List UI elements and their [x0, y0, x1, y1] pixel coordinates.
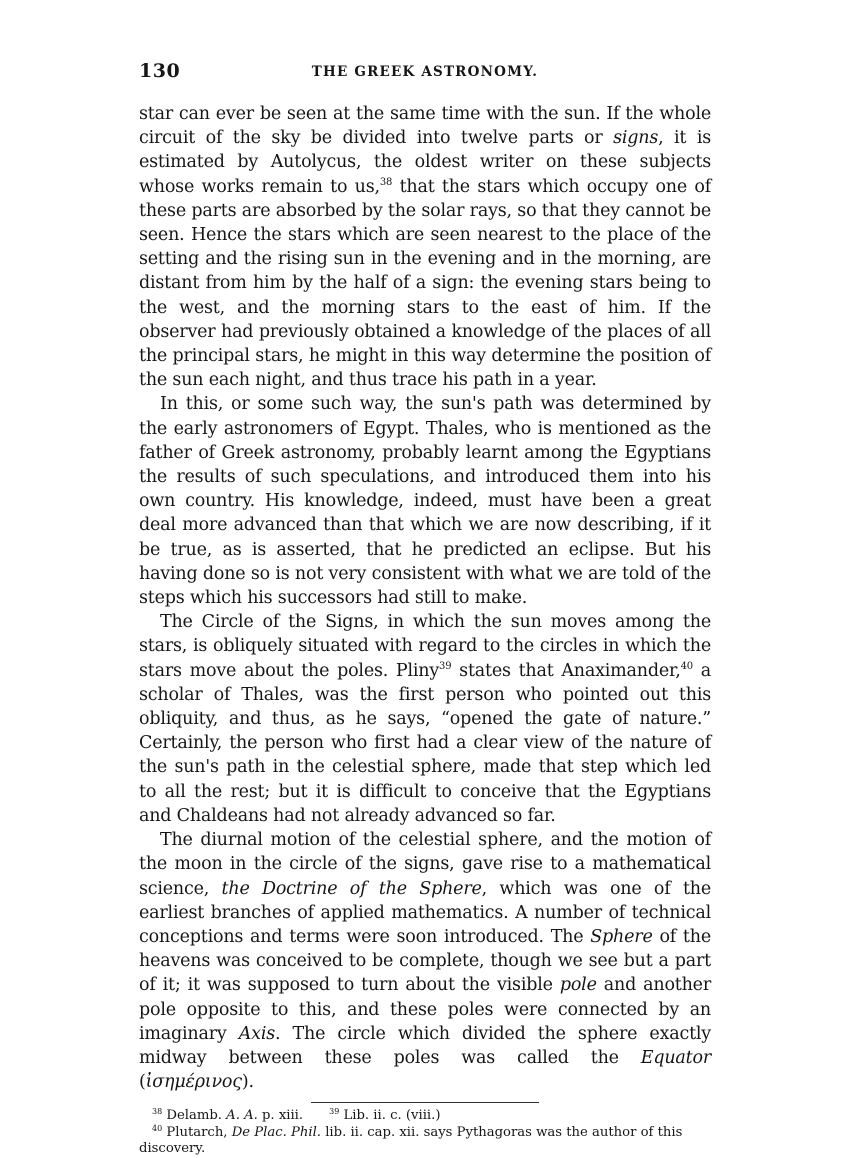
footnote-line: [139, 1108, 711, 1125]
footnote-ref-marker: 38: [379, 176, 393, 188]
paragraph-italic-text: signs: [613, 128, 659, 149]
footnote-rule: [311, 1102, 539, 1103]
footnote-text: Delamb.: [162, 1108, 227, 1124]
footnote-text: Lib. ii. c. (viii.): [339, 1108, 441, 1124]
book-page: [139, 58, 711, 1158]
paragraph-text: The Circle of the Signs, in which the sun moves among the stars, is obliquely situated with regard to the circles in which the stars move about the poles. Pliny: [139, 612, 711, 681]
footnote-39: [329, 1108, 440, 1123]
paragraph-text: states that Anaximander,: [451, 660, 681, 681]
paragraph: [139, 392, 711, 610]
page-header: [139, 58, 711, 88]
footnote-ref-marker: 40: [680, 660, 693, 672]
footnote-text: lib. ii. cap. xii. says Pythagoras was the author of this discovery.: [139, 1124, 683, 1157]
paragraph-text: and another pole opposite to this, and these poles were connected by an imaginary: [139, 975, 711, 1044]
body-text: [139, 102, 711, 1094]
footnote-ref-marker: 39: [439, 660, 452, 672]
paragraph-text: of the heavens was conceived to be complete, though we see but a part of it; it was supposed to turn about the visible: [139, 926, 711, 996]
paragraph-text: ).: [241, 1072, 254, 1093]
paragraph-text: In this, or some such way, the sun's path was determined by the early astronomers of Egypt. Thales, who is mentioned as the father of Greek astronomy, probably learnt among the Egyptians the results of such speculations, and introduced them into his own country. His knowledge, indeed, must have been a great deal more advanced than that which we are now describing, if it be true, as is asserted, that he predicted an eclipse. But his having done so is not very consistent with what we are told of the steps which his successors had still to make.: [139, 394, 711, 609]
paragraph-text: star can ever be seen at the same time with the sun. If the whole circuit of the sky be divided into twelve parts or: [139, 104, 711, 149]
paragraph-text: (: [139, 1072, 146, 1093]
footnote-40: [139, 1125, 711, 1158]
paragraph-italic-text: Axis: [238, 1023, 276, 1044]
paragraph-text: a scholar of Thales, was the first person who pointed out this obliquity, and thus, as he says, “opened the gate of nature.” Certainly, the person who first had a clear view of the nature of the sun's path in the celestial sphere, made that step which led to all the rest; but it is difficult to conceive that the Egyptians and Chaldeans had not already advanced so far.: [139, 660, 711, 826]
footnote-text: Plutarch,: [162, 1124, 232, 1140]
paragraph-text: that the stars which occupy one of these parts are absorbed by the solar rays, so that they cannot be seen. Hence the stars which are seen nearest to the place of the setting and the rising sun in the evening and in the morning, are distant from him by the half of a sign: the evening stars being to the west, and the morning stars to the east of him. If the observer had previously obtained a knowledge of the places of all the principal stars, he might in this way determine the position of the sun each night, and thus trace his path in a year.: [139, 176, 711, 391]
footnote-italic-text: De Plac. Phil.: [231, 1124, 321, 1140]
page-number: 130: [139, 60, 181, 82]
footnote-marker: 38: [152, 1107, 163, 1117]
footnotes: [139, 1108, 711, 1158]
footnote-italic-text: A. A.: [226, 1108, 258, 1124]
footnote-38: [152, 1108, 303, 1123]
paragraph-text: . The circle which divided the sphere exactly midway between these poles was called the: [139, 1023, 711, 1068]
paragraph-italic-text: ἰσημέρινος: [145, 1072, 242, 1093]
paragraph-text: The diurnal motion of the celestial sphere, and the motion of the moon in the circle of the signs, gave rise to a mathematical science,: [139, 830, 711, 899]
paragraph: [139, 828, 711, 1094]
paragraph-text: , it is estimated by Autolycus, the oldest writer on these subjects whose works remain to us,: [139, 128, 711, 197]
footnote-marker: 39: [329, 1107, 340, 1117]
running-head: THE GREEK ASTRONOMY.: [311, 64, 539, 80]
paragraph-text: , which was one of the earliest branches of applied mathematics. A number of technical conceptions and terms were soon introduced. The: [139, 878, 712, 947]
paragraph: [139, 102, 711, 392]
footnote-marker: 40: [152, 1123, 163, 1133]
paragraph: [139, 610, 711, 828]
paragraph-italic-text: Sphere: [590, 926, 653, 947]
paragraph-italic-text: Equator: [640, 1047, 711, 1068]
paragraph-italic-text: the Doctrine of the Sphere: [221, 878, 482, 899]
paragraph-italic-text: pole: [559, 975, 597, 996]
footnote-text: p. xiii.: [257, 1108, 304, 1124]
